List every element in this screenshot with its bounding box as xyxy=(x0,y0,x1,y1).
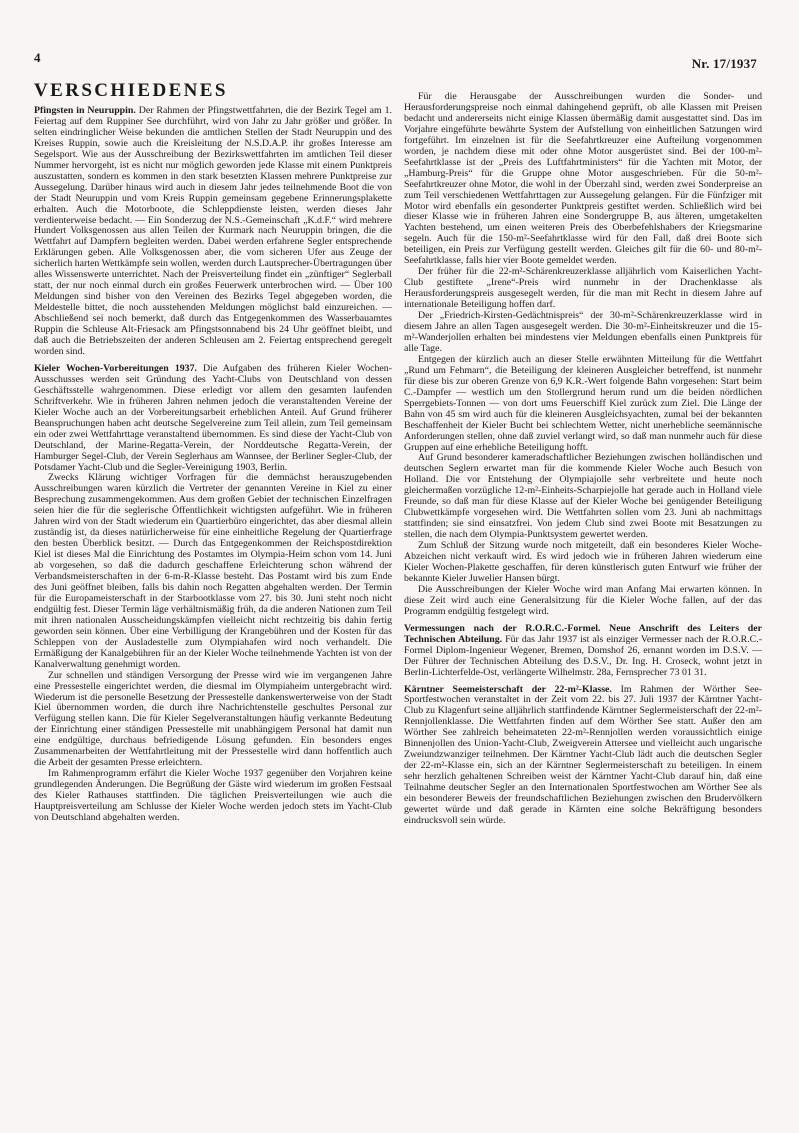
article-heading: Kieler Wochen-Vorbereitungen 1937. xyxy=(34,362,197,374)
article-pfingsten xyxy=(34,106,392,358)
article-heading: Vermessungen nach der R.O.R.C.-Formel. Neue Anschrift des Leiters der Technischen Abteilung. xyxy=(404,622,762,645)
article-paragraph: Zwecks Klärung wichtiger Vorfragen für die demnächst herauszugebenden Ausschreibungen waren kürzlich die Vertreter der genannten Vereine in Kiel zu einer Besprechung zusammengekommen. Aus dem großen Gebiet der technischen Einzelfragen seien hier die für die seglerische Öffentlichkeit wichtigsten aufgeführt. Wie in früheren Jahren wird von der Stadt wiederum ein Quartierbüro eingerichtet, das aber diesmal allein zuständig ist, da dieses natürlicherweise für eine einheitliche Regelung der Quartierfrage den besten Überblick besitzt. — Durch das Entgegenkommen der Reichspostdirektion Kiel ist dieses Mal die Einrichtung des Postamtes im Olympia-Heim schon vom 14. Juni ab vorgesehen, so daß die dadurch geschaffene Erleichterung schon während der Verbandsmeisterschaften in der 6-m-R-Klasse besteht. Das Postamt wird bis zum Ende des Juni geöffnet bleiben, falls bis dahin noch Regatten abgehalten werden. Der Termin für die Europameisterschaft in der Starbootklasse vom 27. bis 30. Juni steht noch nicht endgültig fest. Dieser Termin läge verhältnismäßig früh, da die anderen Nationen zum Teil mit ihren nationalen Ausscheidungskämpfen vielleicht nicht rechtzeitig bis dahin fertig geworden sein können. Über eine Verbilligung der Krangebühren und der Kosten für das Schleppen von der Ausladestelle zum Olympiahafen wird noch verhandelt. Die Ermäßigung der Kanalgebühren für an der Kieler Woche teilnehmende Yachten ist von der Kanalverwaltung genehmigt worden. xyxy=(34,472,392,670)
article-text: Der Rahmen der Pfingstwettfahrten, die der Bezirk Tegel am 1. Feiertag auf dem Ruppiner See durchführt, wird von Jahr zu Jahr größer und größer. In selten eindringlicher Weise bekunden die amtlichen Stellen der Stadt Neuruppin und des Kreises Ruppin, sowie auch die Kreisleitung der N.S.D.A.P. ihr großes Interesse am Segelsport. Wie aus der Ausschreibung der Bezirkswettfahrten im amtlichen Teil dieser Nummer hervorgeht, ist es nicht nur möglich geworden jede Klasse mit einem Punktpreis auszustatten, sondern es kommen in den stark besetzten Klassen mehrere Punktpreise zur Aussegelung. Darüber hinaus wird auch in diesem Jahr jedes teilnehmende Boot die von der Stadt Neuruppin und vom Kreis Ruppin gemeinsam gegebene Erinnerungsplakette erhalten. Auch die Motorboote, die Schleppdienste leisten, werden dieses Jahr verdienterweise bedacht. — Ein Sonderzug der N.S.-Gemeinschaft „K.d.F.“ wird mehrere Hundert Volksgenossen aus allen Teilen der Kurmark nach Neuruppin bringen, die die Wettfahrt auf Dampfern begleiten werden. Dabei werden erfahrene Segler entsprechende Erklärungen geben. Alle Volksgenossen aber, die vom sicheren Ufer aus Zeuge der sicherlich harten Wettkämpfe sein wollen, werden durch Lautsprecher-Übertragungen über alles Wissenswerte unterrichtet. Nach der Preisverteilung findet ein „zünftiger“ Seglerball statt, der nur noch einmal durch ein großes Feuerwerk unterbrochen wird. — Über 100 Meldungen sind bisher von den Vereinen des Bezirks Tegel abgegeben worden, die Meldestelle bittet, die noch ausstehenden Meldungen möglichst bald einzureichen. — Abschließend sei noch bemerkt, daß durch das Entgegenkommen des Wasserbauamtes Ruppin die Schleuse Alt-Friesack am Pfingstsonnabend bis 24 Uhr geöffnet bleibt, und daß auch die Betriebszeiten der anderen Schleusen am 2. Feiertag entsprechend geregelt worden sind. xyxy=(34,105,392,357)
article-paragraph: Für die Herausgabe der Ausschreibungen wurden die Sonder- und Herausforderungspreise noch einmal dahingehend geprüft, ob alle Klassen mit Preisen bedacht und andererseits nicht einige Klassen übermäßig damit ausgestattet sind. Das im Vorjahre eingeführte bewährte System der Aufstellung von einheitlichen Satzungen wird fortgeführt. Im einzelnen ist für die Seefahrtkreuzer eine Aufteilung vorgenommen worden, je nachdem diese mit oder ohne Motor ausgerüstet sind. Bei der 100-m²-Seefahrtklasse ist der „Preis des Luftfahrtministers“ für die Yachten mit Motor, der „Hamburg-Preis“ für die Gruppe ohne Motor ausgeschrieben. Für die 50-m²-Seefahrtkreuzer ohne Motor, die wohl in der Überzahl sind, werden zwei Sonderpreise an zum Teil verschiedenen Wettfahrttagen zur Aussegelung gelangen. Für die Fünfziger mit Motor wird ebenfalls ein gesonderter Punktpreis gestiftet werden. Schließlich wird bei dieser Klasse wie in früheren Jahren eine Sondergruppe B, aus älteren, umgetakelten Yachten bestehend, um einen weiteren Preis des Oberbefehlshabers der Kriegsmarine segeln. Auch für die 150-m²-Seefahrtklasse wird für den Fall, daß drei Boote sich beteiligen, ein Preis zur Verfügung gestellt werden. Gleiches gilt für die 60- und 80-m²-Seefahrtklasse, falls hier vier Boote gemeldet werden. xyxy=(404,91,762,267)
section-title: VERSCHIEDENES xyxy=(34,80,228,101)
article-kieler-woche xyxy=(34,364,392,824)
article-paragraph: Im Rahmenprogramm erfährt die Kieler Woche 1937 gegenüber den Vorjahren keine grundlegenden Änderungen. Die Begrüßung der Gäste wird wiederum im großen Festsaal des Kieler Rathauses stattfinden. Die täglichen Preisverteilungen wie auch die Hauptpreisverteilung am Schlusse der Kieler Woche werden jedoch stets im Yacht-Club von Deutschland abgehalten werden. xyxy=(34,768,392,823)
article-paragraph xyxy=(34,106,392,358)
article-paragraph: Der früher für die 22-m²-Schärenkreuzerklasse alljährlich vom Kaiserlichen Yacht-Club gestiftete „Irene“-Preis wird nunmehr in der Drachenklasse als Herausforderungspreis ausgesegelt werden, für die man mit Recht in diesem Jahre auf internationale Beteiligung hoffen darf. xyxy=(404,266,762,311)
page-number: 4 xyxy=(34,50,41,65)
article-paragraph: Der „Friedrich-Kirsten-Gedächtnispreis“ der 30-m²-Schärenkreuzerklasse wird in diesem Jahre an allen Tagen ausgesegelt werden. Die 30-m²-Einheitskreuzer und die 15-m²-Wanderjollen erhalten bei mindestens vier Meldungen ebenfalls einen Punktpreis für alle Tage. xyxy=(404,310,762,354)
issue-number: Nr. 17/1937 xyxy=(691,56,757,71)
article-text: Die Aufgaben des früheren Kieler Wochen-Ausschusses werden seit Gründung des Yacht-Clubs von Deutschland von dessen Geschäftsstelle wahrgenommen. Diese erledigt vor allem den gesamten laufenden Schriftverkehr. Wie in früheren Jahren nehmen jedoch die veranstaltenden Vereine der Kieler Woche auch an der Vorbereitungsarbeit erheblichen Anteil. Auf Grund früherer Beanspruchungen haben acht deutsche Segelvereine zum Teil allein, zum Teil gemeinsam ein oder zwei Wettfahrttage veranstaltend übernommen. Es sind diese der Yacht-Club von Deutschland, der Marine-Regatta-Verein, der Norddeutsche Regatta-Verein, der Hamburger Segel-Club, der Verein Seglerhaus am Wannsee, der Berliner Segler-Club, der Potsdamer Yacht-Club und die Segler-Vereinigung 1903, Berlin. xyxy=(34,362,392,473)
article-paragraph: Die Ausschreibungen der Kieler Woche wird man Anfang Mai erwarten können. In diese Zeit wird auch eine Generalsitzung für die Kieler Woche fallen, auf der das Programm endgültig festgelegt wird. xyxy=(404,583,762,617)
right-column xyxy=(404,92,762,831)
article-paragraph: Zur schnellen und ständigen Versorgung der Presse wird wie im vergangenen Jahre eine Pressestelle eingerichtet werden, die diesmal im Olympiaheim untergebracht wird. Wiederum ist die personelle Besetzung der Pressestelle dankenswerterweise von der Stadt Kiel übernommen worden, die durch ihre Nachrichtenstelle geschultes Personal zur Verfügung stellen kann. Die für Kieler Segelveranstaltungen häufig verkannte Bedeutung der Einrichtung einer ständigen Pressestelle mit unabhängigem Personal hat damit nun eine endgültige, durchaus befriedigende Lösung gefunden. Ein besonders enges Zusammenarbeiten der Wettfahrtleitung mit der Pressestelle wird dann hoffentlich auch die Arbeit der gesamten Presse erleichtern. xyxy=(34,669,392,769)
article-paragraph: Auf Grund besonderer kameradschaftlicher Beziehungen zwischen holländischen und deutschen Seglern erwartet man für die kommende Kieler Woche auch Besuch von Holland. Die vor Entstehung der Olympiajolle sehr verbreitete und heute noch gleichermaßen vorzügliche 12-m²-Einheits-Scharpiejolle hat gerade auch in Holland viele Freunde, so daß man für diese Klasse auf der Kieler Woche bei genügender Beteiligung Clubwettkämpfe vorgesehen wird. Die Wettfahrten sollen vom 23. Juni ab nachmittags stattfinden; sie sind einsatzfrei. Von jedem Club sind zwei Boote mit Besatzungen zu stellen, die nach dem Olympia-Punktsystem gewertet werden. xyxy=(404,452,762,541)
article-text: Für das Jahr 1937 ist als einziger Vermesser nach der R.O.R.C.-Formel Diplom-Ingenieur Wegener, Bremen, Domshof 26, ernannt worden im D.S.V. — Der Führer der Technischen Abteilung des D.S.V., Dr. Ing. H. Croseck, wohnt jetzt in Berlin-Lichterfelde-Ost, verlängerte Wilhelmstr. 28a, Fernsprecher 73 01 31. xyxy=(404,633,762,678)
article-heading: Pfingsten in Neuruppin. xyxy=(34,105,136,116)
article-paragraph xyxy=(404,685,762,827)
article-kieler-woche-continued xyxy=(404,92,762,618)
article-text: Im Rahmen der Wörther See-Sportfestwochen veranstaltet in der Zeit vom 22. bis 27. Juli 1937 der Kärntner Yacht-Club zu Klagenfurt seine alljährlich stattfindende Kärntner Seglermeisterschaft der 22-m²-Rennjollenklasse. Die Wettfahrten finden auf dem Wörther See statt. Außer den am Wörther See zahlreich beheimateten 22-m²-Rennjollen werden voraussichtlich einige Binnenjollen des Union-Yacht-Club, Zweigverein Attersee und vielleicht auch ungarische Zweiundzwanziger teilnehmen. Der Kärntner Yacht-Club lädt auch die deutschen Segler der 22-m²-Klasse ein, sich an der Kärntner Seglermeisterschaft zu beteiligen. In einem sehr herzlich gehaltenen Schreiben weist der Kärntner Yacht-Club darauf hin, daß eine Teilnahme deutscher Segler an den Internationalen Sportfestwochen am Wörther See als ein besonderer Beweis der freundschaftlichen Beziehungen zwischen den Brudervölkern gewertet würde und daß gerade in Kärnten eine solche Bekräftigung besonders eindrucksvoll sein würde. xyxy=(404,683,763,826)
article-kaerntner-seemeisterschaft xyxy=(404,685,762,827)
article-paragraph xyxy=(404,624,762,679)
article-rorc-formel xyxy=(404,624,762,679)
left-column xyxy=(34,106,392,828)
article-paragraph: Entgegen der kürzlich auch an dieser Stelle erwähnten Mitteilung für die Wettfahrt „Rund um Fehmarn“, die Beteiligung der kleineren Ausgleicher betreffend, ist nunmehr für diese bis zur oberen Grenze von 6,9 K.R.-Wert folgende Bahn vorgesehen: Start beim C.-Dampfer — westlich um den Stollergrund herum rund um die beiden nördlichen Sperrgebiets-Tonnen — von dort ums Feuerschiff Kiel zurück zum Ziel. Die Länge der Bahn von 45 sm wird auch für die kleineren Ausgleichsyachten, zumal bei der bekannten Beschaffenheit der Kieler Bucht bei schlechtem Wetter, nicht unerhebliche seemännische Anforderungen stellen, ohne daß zuviel verlangt wird, so daß man nunmehr auch für diese Gruppen auf eine erhebliche Beteiligung hofft. xyxy=(404,353,762,453)
article-heading: Kärntner Seemeisterschaft der 22-m²-Klasse. xyxy=(404,683,612,695)
article-paragraph xyxy=(34,364,392,474)
article-paragraph: Zum Schluß der Sitzung wurde noch mitgeteilt, daß ein besonderes Kieler Woche-Abzeichen nicht verkauft wird. Es wird jedoch wie in früheren Jahren wiederum eine Kieler Wochen-Plakette geschaffen, für deren künstlerisch guten Entwurf wie früher der bekannte Kieler Juwelier Hansen bürgt. xyxy=(404,540,762,584)
